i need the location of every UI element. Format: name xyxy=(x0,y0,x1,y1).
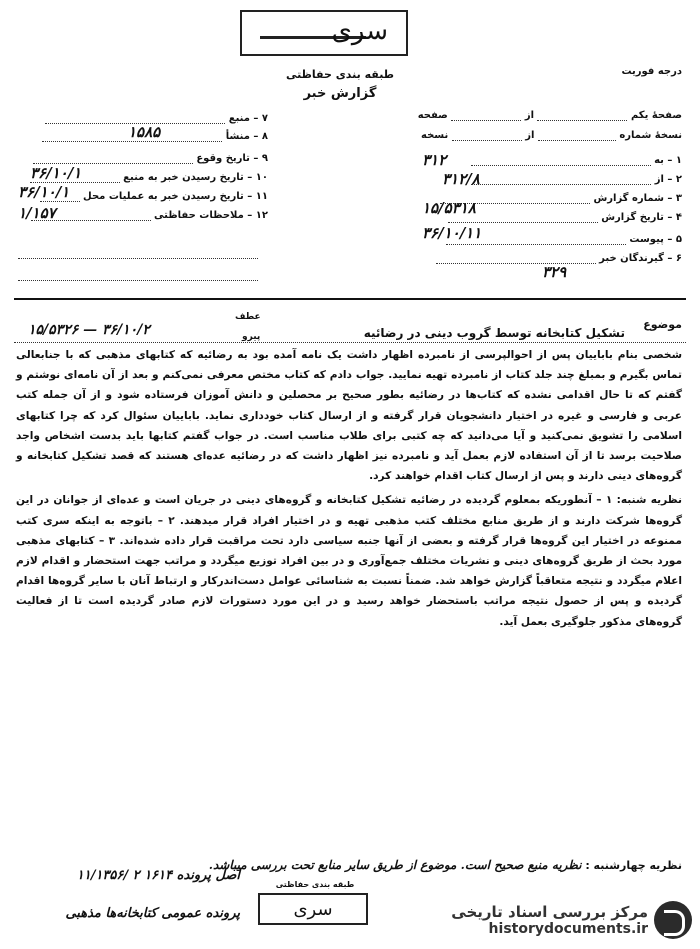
bottom-classification-stamp xyxy=(258,893,368,925)
field-report-number: ۳ – شماره گزارش ۱۵/۵۳۱۸ xyxy=(422,193,682,217)
field-security-notes-value: ۱/۱۵۷ xyxy=(18,204,56,222)
field-from: ۲ – از ۳۱۲/۸ xyxy=(442,170,682,188)
subject-text: تشکیل کتابخانه توسط گروب دینی در رضائیه xyxy=(363,326,625,340)
report-body xyxy=(16,345,682,632)
field-security-notes: ۱۲ – ملاحظات حفاظتی ۱/۱۵۷ xyxy=(18,204,268,222)
field-to: ۱ – به ۳۱۲ xyxy=(422,151,682,169)
classification-label: طبقه بندی حفاظتی xyxy=(285,68,395,81)
ref-label-2: پیرو xyxy=(242,332,261,342)
report-title: گزارش خبر xyxy=(303,86,377,101)
field-attachment: ۵ – پیوست xyxy=(412,234,682,245)
watermark-url: historydocuments.ir xyxy=(488,921,648,937)
conclusion-text: نظریه منبع صحیح است. موضوع از طریق سایر منابع تحت بررسی میباشد. xyxy=(208,858,582,872)
copy-label: نسخهٔ شماره xyxy=(619,130,682,141)
handwritten-note-2: پرونده عمومی کتابخانه‌ها مذهبی xyxy=(65,906,240,921)
separator-top xyxy=(14,298,686,300)
field-origin-value: ۱۵۸۵ xyxy=(128,123,161,141)
bottom-classification-caption: طبقه بندی حفاظتی xyxy=(275,880,355,889)
field-to-value: ۳۱۲ xyxy=(422,151,447,169)
bottom-stamp-text: سری xyxy=(293,898,333,920)
field-recipients-value: ۳۲۹ xyxy=(542,263,567,281)
copy-field: نسخهٔ شماره از نسخه xyxy=(421,130,682,141)
field-report-date-value: ۳۶/۱۰/۱۱ xyxy=(422,224,482,242)
body-paragraph-1: شخصی بنام باباییان پس از احوالپرسی از نامبرده اظهار داشت یک نامه آمده بود به رضائیه که کتابهای مذهبی که با جنابعالی تماس بگیرم و بمبلغ چند جلد کتاب از نامبرده تهیه نمایید. جواب دادم که کتاب مختص معرفی نمی‌کنم و بعد از آن نامه‌ای نوشتم و گفتم که تا حال اقدامی نشده که کتاب‌ها در رضائیه بطور صحیح بر محصلین و دانش آموزان فرستاده شود و از آن جمله کتب عربی و فارسی و غیره در اختیار دانشجویان قرار گرفته و از ارسال کتاب خودداری نماید. باباییان سئوال کرد که چرا کتابهای اسلامی را تشویق نمی‌کنید و آیا می‌دانید که چه کتبی برای طلاب مناسب است. در جواب گفتم کتابها باید بدست اشخاص واجد صلاحیت برسد تا از آن استفاده لازم بعمل آید و نامبرده نیز اظهار داشت که در رضائیه عده‌ای هستند که قصد تشکیل کتابخانه و گروه‌های دینی دارند و پس از ارسال کتاب اقدام خواهند کرد. xyxy=(16,349,682,483)
field-from-value: ۳۱۲/۸ xyxy=(442,170,480,188)
field-date-occurred: ۹ – تاریخ وقوع xyxy=(18,153,268,164)
page-field: صفحهٔ یکم از صفحه xyxy=(417,110,682,121)
field-date-to-ops: ۱۱ – تاریخ رسیدن خبر به عملیات محل ۳۶/۱۰/۱ xyxy=(18,183,268,202)
field-recipients: ۶ – گیرندگان خبر ۳۲۹ xyxy=(412,253,682,264)
conclusion-label: نظریه چهارشنبه xyxy=(593,859,682,872)
field-report-number-value: ۱۵/۵۳۱۸ xyxy=(422,199,476,217)
handwritten-note-1: اصل پرونده ۱۶۱۴ ۲ /۱۱/۱۳۵۶ xyxy=(76,868,240,883)
body-paragraph-2: نظریه شنبه: ۱ – آنطوریکه بمعلوم گردیده در رضائیه تشکیل کتابخانه و گروه‌های دینی در جریان است و عده‌ای از جوانان در این گروه‌ها شرکت دارند و از طریق منابع مختلف کتب مذهبی تهیه و در اختیار افراد قرار میدهند. ۲ – باتوجه به اینکه سری کتب ممنوعه در اختیار این گروه‌ها قرار گرفته و بعضی از آنها جنبه سیاسی دارد تحت مراقبت قرار داده شده‌اند. ۳ – کتابهای مذهبی مورد بحث از طریق گروه‌های دینی و نشریات مختلف جمع‌آوری و در بین افراد توزیع میگردد و مراتب جهت استحضار و اقدام لازم اعلام میگردد و نتیجه متعاقباً گزارش خواهد شد. ضمناً نسبت به شناسائی عوامل دست‌اندرکار و ارتباط آنان با سایر گروه‌ها اقدام گردیده و پس از حصول نتیجه مراتب باستحضار خواهد رسید و در این مورد دستورات لازم صادر گردیده است تا از فعالیت گروه‌های مذکور جلوگیری بعمل آید. xyxy=(16,494,682,628)
field-date-to-source: ۱۰ – تاریخ رسیدن خبر به منبع ۳۶/۱۰/۱ xyxy=(30,164,268,183)
priority-label: درجه فوریت xyxy=(621,66,682,77)
ref-value: ۱۵/۵۳۲۶ — ۳۶/۱۰/۲ xyxy=(28,322,150,338)
page-label: صفحهٔ یکم xyxy=(630,110,682,121)
classification-stamp xyxy=(240,10,408,56)
field-date-to-source-value: ۳۶/۱۰/۱ xyxy=(30,164,82,182)
archive-logo-icon xyxy=(654,901,692,939)
stamp-text: سری xyxy=(331,16,388,46)
watermark-title: مرکز بررسی اسناد تاریخی xyxy=(451,903,648,921)
conclusion: نظریه چهارشنبه : نظریه منبع صحیح است. موضوع از طریق سایر منابع تحت بررسی میباشد. xyxy=(208,858,682,872)
field-date-to-ops-value: ۳۶/۱۰/۱ xyxy=(18,183,70,201)
ref-label-1: عطف xyxy=(235,312,261,322)
field-report-date: ۴ – تاریخ گزارش ۳۶/۱۰/۱۱ xyxy=(422,212,682,242)
field-source: ۷ – منبع xyxy=(18,113,268,124)
archive-watermark xyxy=(442,898,692,942)
field-origin: ۸ – منشأ ۱۵۸۵ xyxy=(18,131,268,142)
subject-label: موضوع xyxy=(643,318,682,331)
